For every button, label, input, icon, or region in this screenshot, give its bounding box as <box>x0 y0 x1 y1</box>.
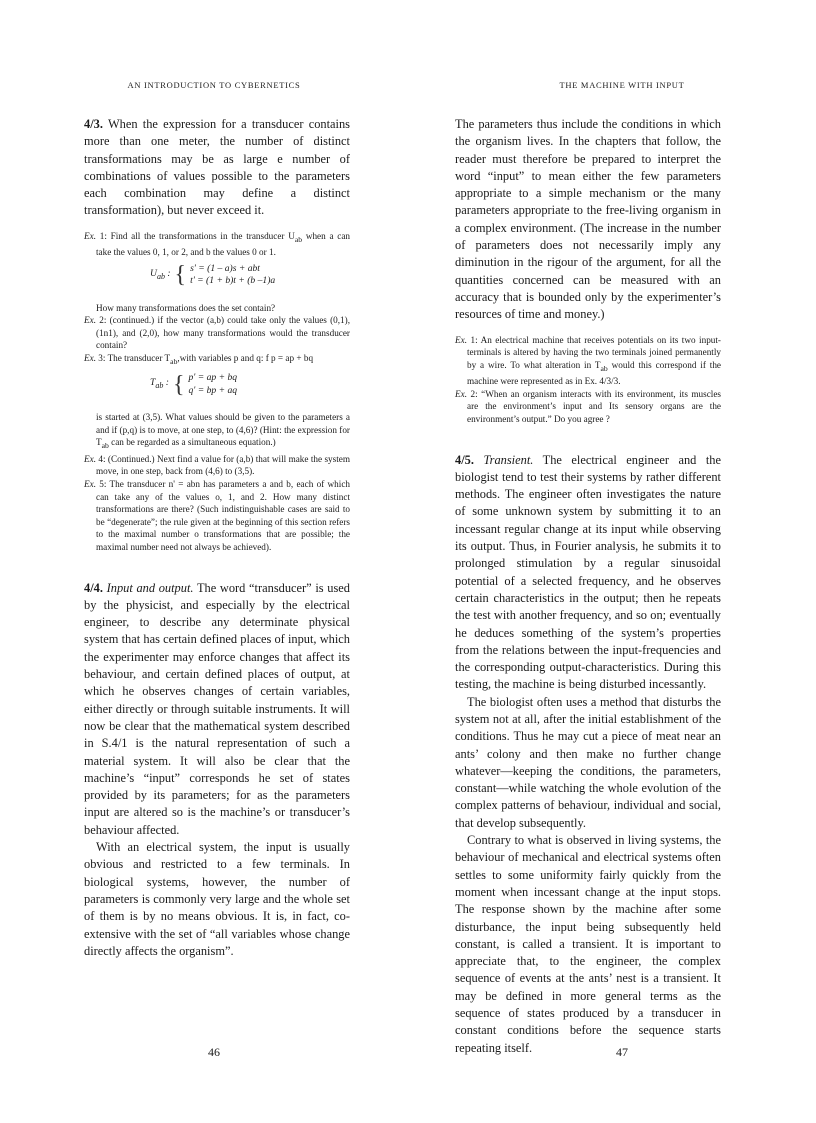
section-4-5: 4/5. Transient. The electrical engineer and the biologist tend to test their systems by rather different methods. The engineer often investigates the nature of some unknown system by submitting it to an incessant regular change at its input while observing its output. Thus, in Fourier analysis, he submits it to prolonged stimulation by a regular sinusoidal potential of a selected frequency, and he observes certain characteristics in the output; then he repeats the test with another frequency, and so on; eventually he deduces something of the system’s properties from the relations between the input-frequencies and the corresponding output-characteristics. During this testing, the machine is being disturbed incessantly. <box>455 452 721 692</box>
section-4-3: 4/3. When the expression for a transducer contains more than one meter, the number of distinct transformations may be as large e number of combinations of values possible to the parameters each combination may define a distinct transformation), but never exceed it. <box>84 117 350 218</box>
section-number: 4/3. <box>84 117 103 131</box>
page-number-left: 46 <box>208 1045 220 1059</box>
running-head-left: AN INTRODUCTION TO CYBERNETICS <box>127 80 301 90</box>
equation-uab: $U_{ab}$ : { s' = (1 – a)s + abt t' = (1 + b)t + (b –1)a <box>150 262 276 289</box>
exercise-2-right: Ex. 2: “When an organism interacts with its environment, its muscles are the environment’s input and Its sensory organs are the environment’s output.” Do you agree ? <box>455 388 721 424</box>
exercise-4: Ex. 4: (Continued.) Next find a value for (a,b) that will make the system move, in one step, back from (4,6) to (3,5). <box>84 453 350 477</box>
exercise-3-continued: is started at (3,5). What values should be given to the parameters a and if (p,q) is to move, at one step, to (4,6)? (Hint: the expression for $T_{ab}$ can be regarded as a simultaneous equation.) <box>96 412 350 451</box>
exercise-5: Ex. 5: The transducer n' = abn has parameters a and b, each of which can take any of the values o, 1, and 2. How many distinct transformations are there? (Such indistinguishable cases are said to be “degenerate”; the rule given at the beginning of this section refers to the maximal number o transformations that are possible; the maximal number need not always be achieved). <box>84 479 350 552</box>
section-4-4: 4/4. Input and output. The word “transducer” is used by the physicist, and especially by the electrical engineer, to describe any determinate physical system that has certain defined places of input, which the experimenter may enforce changes that affect its behaviour, and certain defined places of output, at which he observes changes of certain variables, either directly or through suitable instruments. It will now be clear that the mathematical system described in S.4/1 is the natural representation of such a material system. It will also be clear that the machine’s “input” corresponds he set of states provided by its parameters; for as the parameters input are altered so is the machine’s or transducer’s behaviour affected. <box>84 580 350 837</box>
paragraph-parameters: The parameters thus include the conditions in which the organism lives. In the chapters that follow, the reader must therefore be prepared to interpret the word “input” to mean either the few parameters appropriate to a simple mechanism or the many parameters appropriate to the free-living organism in a complex environment. (The increase in the number of parameters does not necessarily imply any diminution in the rigour of the argument, for all the quantities concerned can be measured with an accuracy that is bounded only by the experimenter’s resources of time and money.) <box>455 117 721 322</box>
equation-tab: $T_{ab}$ : { p' = ap + bq q' = bp + aq <box>150 371 238 398</box>
paragraph-biologist: The biologist often uses a method that disturbs the system not at all, after the initial establishment of the conditions. Thus he may cut a piece of meat near an ants’ colony and then make no further change whatever—keeping the conditions, the parameters, constant—while watching the whole evolution of the complex patterns of behaviour, individual and social, that develop subsequently. <box>455 694 721 830</box>
paragraph-transient: Contrary to what is observed in living systems, the behaviour of mechanical and electrical systems often settles to some uniformity fairly quickly from the moment when incessant change at the input stops. The response shown by the machine after some disturbance, the input being subsequently held constant, is called a transient. It is important to appreciate that, to the engineer, the complex sequence of events at the ants’ nest is a transient. It may be defined in more general terms as the sequence of states produced by a transducer in constant conditions before the sequence starts repeating itself. <box>455 833 721 1055</box>
exercise-3: Ex. 3: The transducer $T_{ab},with$ variables p and q: f p = ap + bq <box>84 352 314 366</box>
brace: { <box>174 262 187 289</box>
running-head-right: THE MACHINE WITH INPUT <box>559 80 685 90</box>
page-number-right: 47 <box>616 1045 628 1059</box>
exercise-1: Ex. 1: Find all the transformations in the transducer $U_{ab}$ when a can take the values 0, 1, or 2, and b the values 0 or 1. <box>84 230 350 258</box>
left-column <box>84 116 350 960</box>
paragraph-electrical-system: With an electrical system, the input is usually obvious and restricted to a few terminals. In biological systems, however, the number of parameters is commonly very large and the whole set of them is by no means obvious. It is, in fact, co-extensive with the set of “all variables whose change directly affects the organism”. <box>84 840 350 958</box>
right-page <box>408 0 816 1123</box>
right-column <box>455 116 721 1057</box>
exercise-1-right: Ex. 1: An electrical machine that receives potentials on its two input- terminals is altered by having the two terminals joined permanently by a wire. To what alteration in $T_{ab}$ would this correspond if the machine were represented as in Ex. 4/3/3. <box>455 334 721 387</box>
exercise-1-question: How many transformations does the set contain? <box>96 302 276 313</box>
brace: { <box>172 371 185 398</box>
exercise-2: Ex. 2: (continued.) if the vector (a,b) could take only the values (0,1), (1n1), and (2,0), how many transformations would the transducer contain? <box>84 315 350 351</box>
